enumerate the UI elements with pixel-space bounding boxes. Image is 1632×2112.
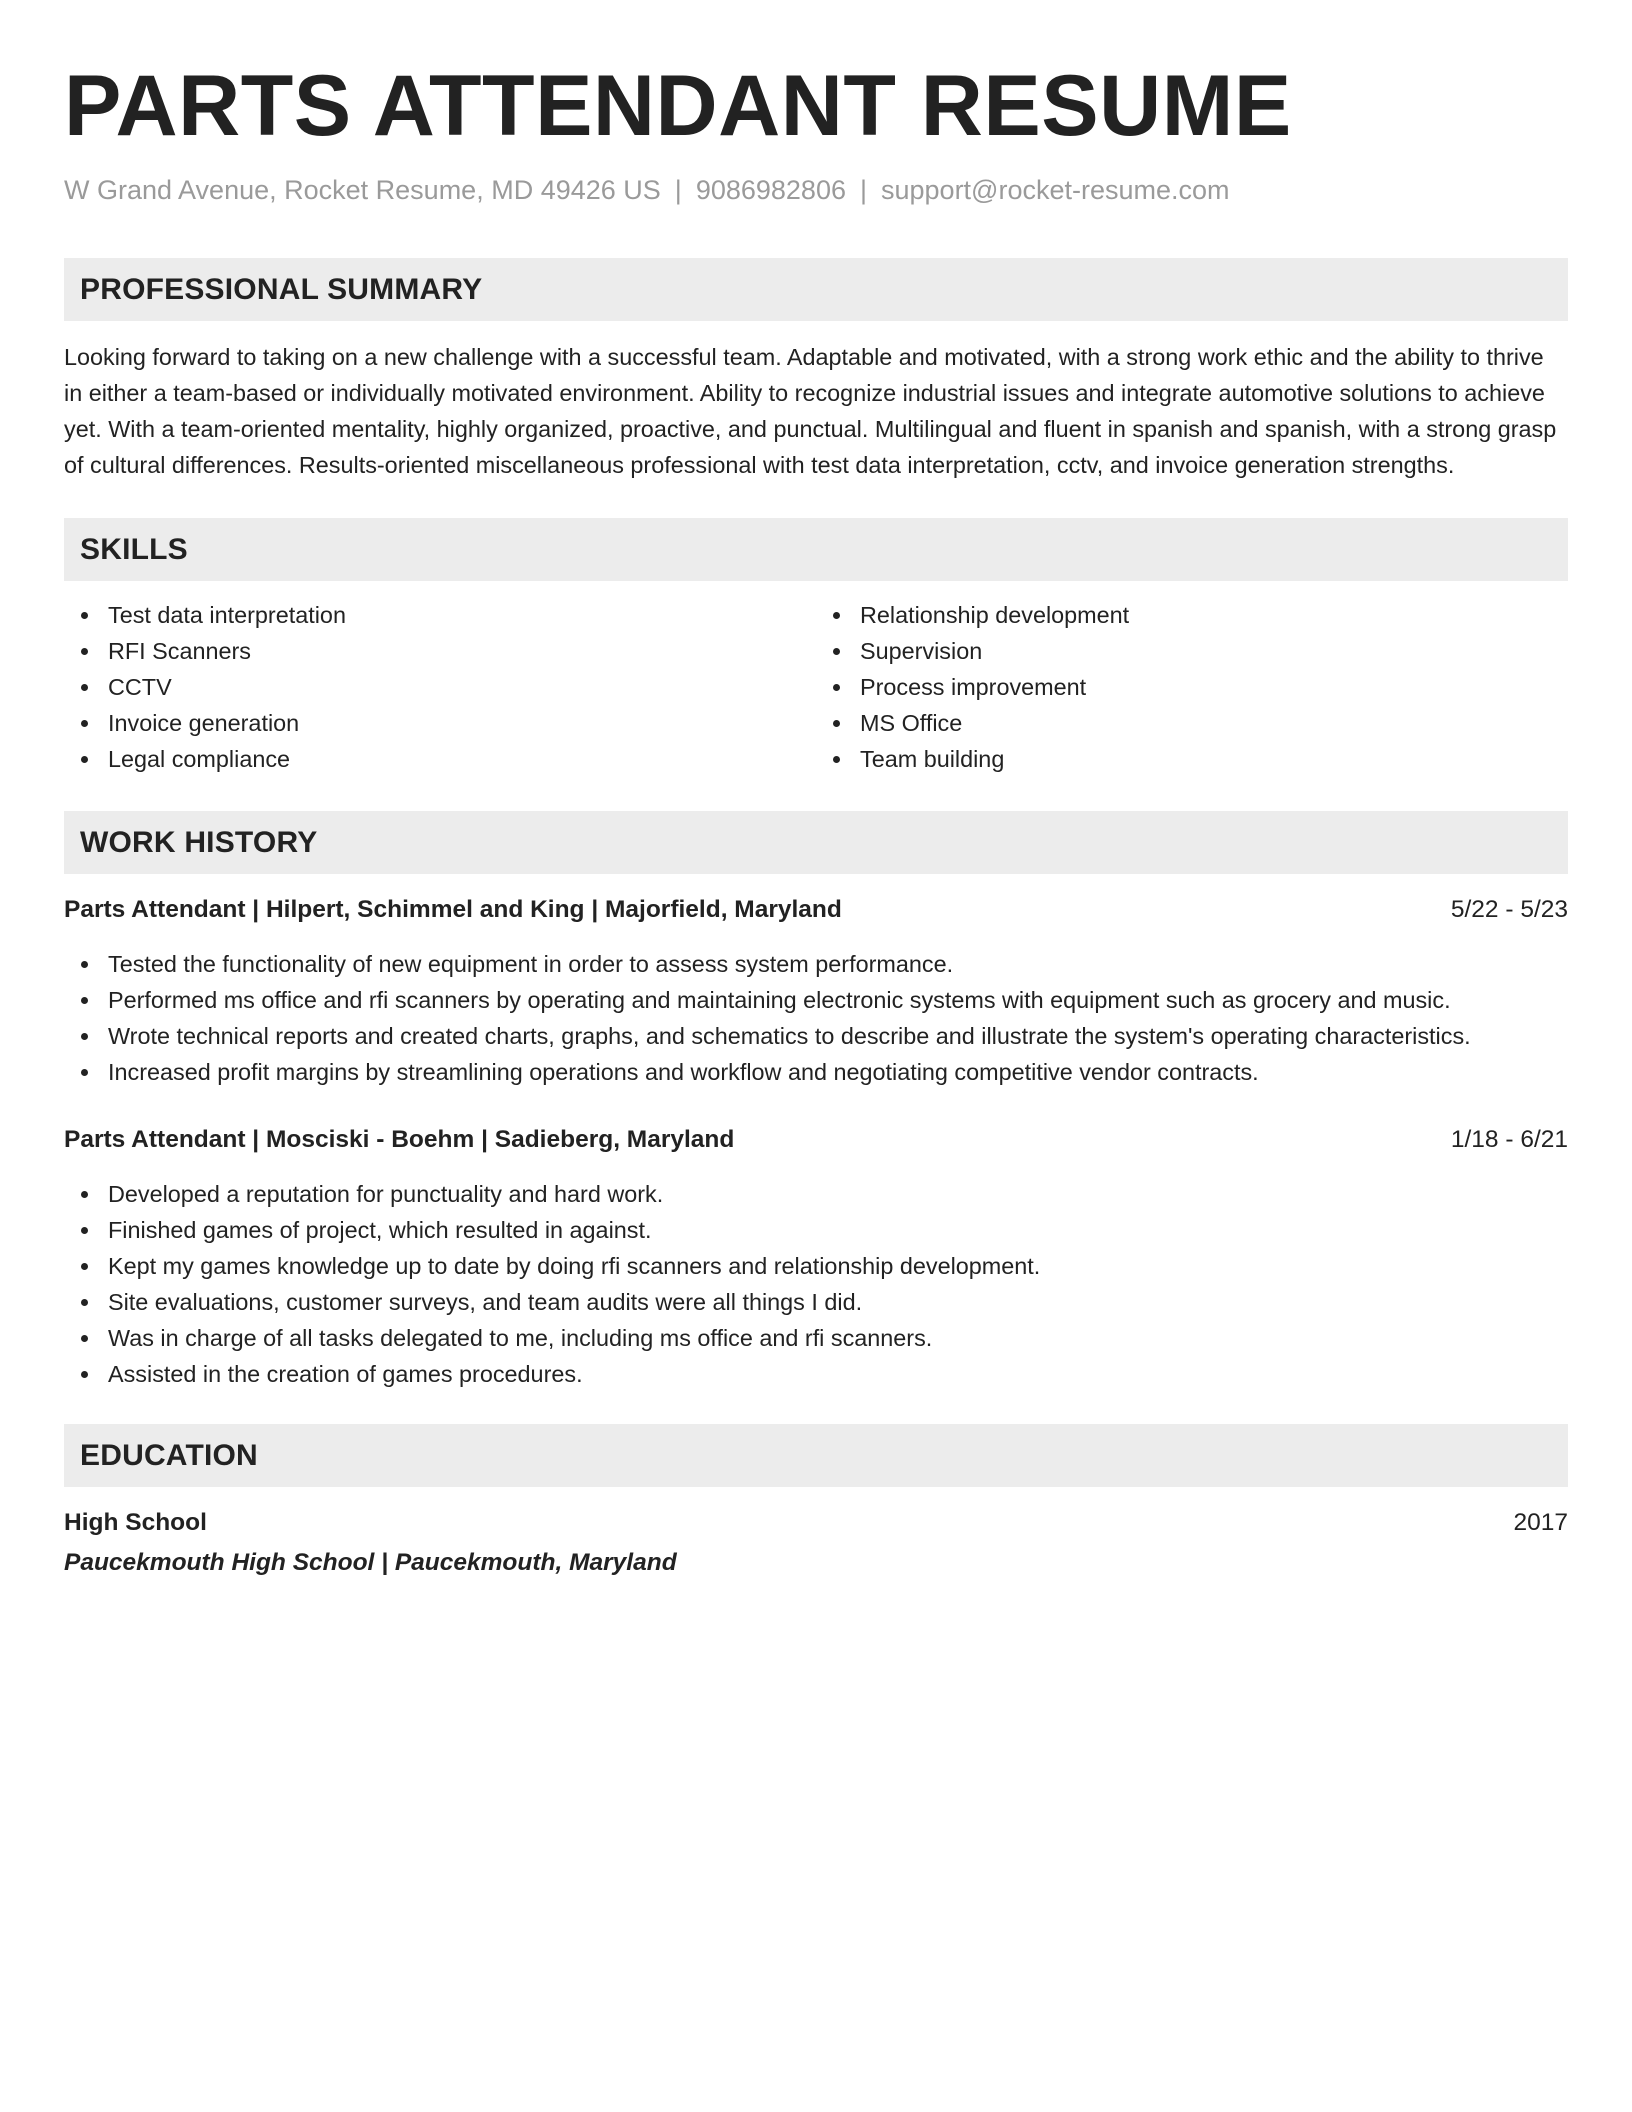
contact-line	[64, 172, 1568, 208]
skill-item: CCTV	[64, 669, 816, 705]
job-dates: 1/18 - 6/21	[1450, 1126, 1568, 1153]
skill-item: RFI Scanners	[64, 633, 816, 669]
skill-item: Invoice generation	[64, 705, 816, 741]
contact-separator: |	[674, 175, 682, 205]
skill-item: Team building	[816, 741, 1568, 777]
job-bullet: Performed ms office and rfi scanners by operating and maintaining electronic systems with equipment such as grocery and music.	[64, 982, 1568, 1018]
skill-item: Process improvement	[816, 669, 1568, 705]
education-year: 2017	[1513, 1509, 1568, 1536]
section-header-summary: PROFESSIONAL SUMMARY	[64, 258, 1568, 321]
job-bullet: Tested the functionality of new equipment in order to assess system performance.	[64, 946, 1568, 982]
contact-separator: |	[859, 175, 867, 205]
contact-email: support@rocket-resume.com	[881, 175, 1230, 205]
job-entry	[64, 892, 1568, 1090]
section-header-work-history: WORK HISTORY	[64, 811, 1568, 874]
skill-item: Legal compliance	[64, 741, 816, 777]
contact-address: W Grand Avenue, Rocket Resume, MD 49426 US	[64, 175, 661, 205]
job-bullet: Site evaluations, customer surveys, and team audits were all things I did.	[64, 1284, 1568, 1320]
job-title: Parts Attendant | Hilpert, Schimmel and King | Majorfield, Maryland	[64, 896, 842, 923]
resume-title: PARTS ATTENDANT RESUME	[64, 58, 1292, 154]
job-bullet: Developed a reputation for punctuality and hard work.	[64, 1176, 1568, 1212]
job-bullet: Was in charge of all tasks delegated to me, including ms office and rfi scanners.	[64, 1320, 1568, 1356]
skills-column-left	[64, 597, 816, 777]
job-title: Parts Attendant | Mosciski - Boehm | Sadieberg, Maryland	[64, 1126, 735, 1153]
skill-item: Relationship development	[816, 597, 1568, 633]
skill-item: Supervision	[816, 633, 1568, 669]
education-degree: High School	[64, 1509, 207, 1536]
skills-column-right	[816, 597, 1568, 777]
job-bullet: Wrote technical reports and created charts, graphs, and schematics to describe and illustrate the system's operating characteristics.	[64, 1018, 1568, 1054]
education-school: Paucekmouth High School | Paucekmouth, Maryland	[64, 1549, 677, 1576]
skill-item: MS Office	[816, 705, 1568, 741]
section-header-skills: SKILLS	[64, 518, 1568, 581]
contact-phone: 9086982806	[695, 175, 846, 205]
job-bullet: Finished games of project, which resulted in against.	[64, 1212, 1568, 1248]
job-bullet: Increased profit margins by streamlining operations and workflow and negotiating competitive vendor contracts.	[64, 1054, 1568, 1090]
education-entry	[64, 1505, 1568, 1581]
job-bullet: Kept my games knowledge up to date by doing rfi scanners and relationship development.	[64, 1248, 1568, 1284]
skills-list	[64, 597, 1568, 777]
job-dates: 5/22 - 5/23	[1450, 896, 1568, 923]
section-header-education: EDUCATION	[64, 1424, 1568, 1487]
job-bullet: Assisted in the creation of games procedures.	[64, 1356, 1568, 1392]
summary-text: Looking forward to taking on a new challenge with a successful team. Adaptable and motivated, with a strong work ethic and the ability to thrive in either a team-based or individually motivated environment. Ability to recognize industrial issues and integrate automotive solutions to achieve yet. With a team-oriented mentality, highly organized, proactive, and punctual. Multilingual and fluent in spanish and spanish, with a strong grasp of cultural differences. Results-oriented miscellaneous professional with test data interpretation, cctv, and invoice generation strengths.	[64, 344, 1557, 478]
job-entry	[64, 1122, 1568, 1392]
skill-item: Test data interpretation	[64, 597, 816, 633]
